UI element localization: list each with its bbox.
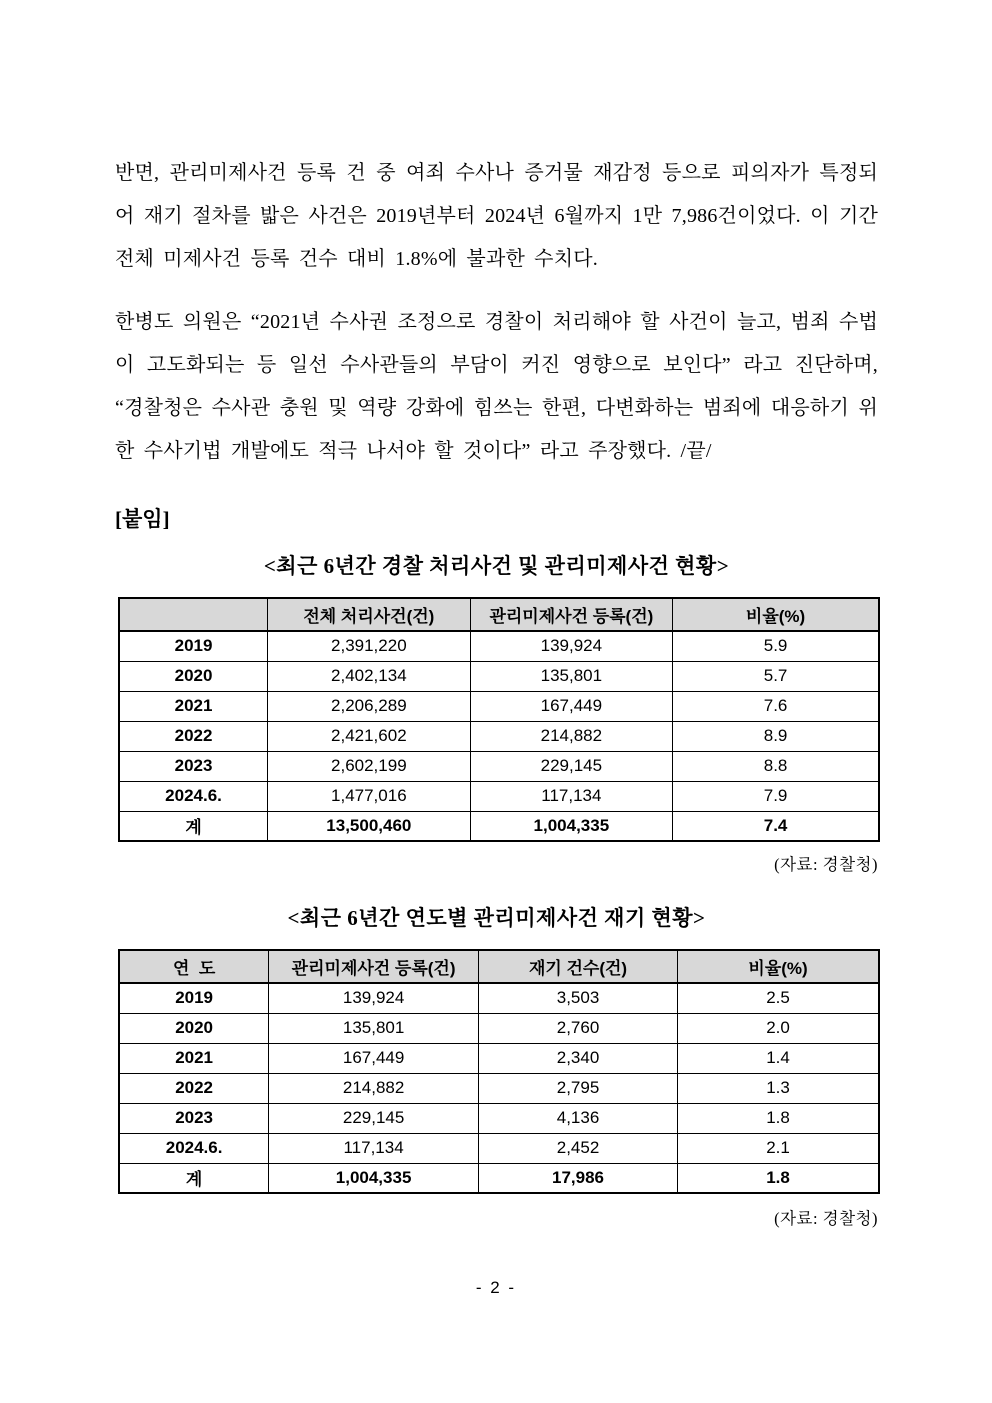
value-cell: 5.7 bbox=[673, 661, 879, 691]
attachment-label: [붙임] bbox=[115, 507, 170, 531]
table-row bbox=[119, 1133, 879, 1163]
paragraph-reopened-cases: 반면, 관리미제사건 등록 건 중 여죄 수사나 증거물 재감정 등으로 피의자가 특정되어 재기 절차를 밟은 사건은 2019년부터 2024년 6월까지 1만 7,986건이었다. 이 기간 전체 미제사건 등록 건수 대비 1.8%에 불과한 수치다. bbox=[115, 162, 878, 270]
year-cell: 2024.6. bbox=[119, 1133, 269, 1163]
value-cell: 3,503 bbox=[478, 983, 677, 1013]
value-cell: 2.0 bbox=[678, 1013, 879, 1043]
value-cell: 1.4 bbox=[678, 1043, 879, 1073]
value-cell: 139,924 bbox=[470, 631, 673, 661]
value-cell: 135,801 bbox=[470, 661, 673, 691]
total-label-cell: 계 bbox=[119, 811, 268, 841]
header-cell: 비율(%) bbox=[678, 950, 879, 983]
value-cell: 2.1 bbox=[678, 1133, 879, 1163]
value-cell: 167,449 bbox=[269, 1043, 479, 1073]
value-cell: 1.3 bbox=[678, 1073, 879, 1103]
value-cell: 229,145 bbox=[269, 1103, 479, 1133]
table-row bbox=[119, 983, 879, 1013]
total-value-cell: 7.4 bbox=[673, 811, 879, 841]
value-cell: 229,145 bbox=[470, 751, 673, 781]
value-cell: 2,760 bbox=[478, 1013, 677, 1043]
value-cell: 4,136 bbox=[478, 1103, 677, 1133]
value-cell: 117,134 bbox=[470, 781, 673, 811]
year-cell: 2023 bbox=[119, 751, 268, 781]
total-value-cell: 17,986 bbox=[478, 1163, 677, 1193]
table-row bbox=[119, 1103, 879, 1133]
header-cell: 관리미제사건 등록(건) bbox=[470, 598, 673, 631]
value-cell: 7.9 bbox=[673, 781, 879, 811]
year-cell: 2022 bbox=[119, 721, 268, 751]
value-cell: 214,882 bbox=[269, 1073, 479, 1103]
value-cell: 8.9 bbox=[673, 721, 879, 751]
year-cell: 2019 bbox=[119, 983, 269, 1013]
table-row bbox=[119, 631, 879, 661]
table-2-source: (자료: 경찰청) bbox=[774, 1209, 878, 1228]
table-row bbox=[119, 661, 879, 691]
value-cell: 2,391,220 bbox=[268, 631, 471, 661]
header-cell: 비율(%) bbox=[673, 598, 879, 631]
year-cell: 2021 bbox=[119, 691, 268, 721]
table-total-row bbox=[119, 1163, 879, 1193]
value-cell: 5.9 bbox=[673, 631, 879, 661]
table-processed-cases bbox=[118, 597, 880, 842]
year-cell: 2020 bbox=[119, 1013, 269, 1043]
table-reopened-cases bbox=[118, 949, 880, 1194]
value-cell: 2,421,602 bbox=[268, 721, 471, 751]
total-label-cell: 계 bbox=[119, 1163, 269, 1193]
year-cell: 2022 bbox=[119, 1073, 269, 1103]
value-cell: 2,452 bbox=[478, 1133, 677, 1163]
value-cell: 1.8 bbox=[678, 1103, 879, 1133]
year-cell: 2021 bbox=[119, 1043, 269, 1073]
total-value-cell: 13,500,460 bbox=[268, 811, 471, 841]
value-cell: 1,477,016 bbox=[268, 781, 471, 811]
header-cell bbox=[119, 598, 268, 631]
paragraph-lawmaker-quote: 한병도 의원은 “2021년 수사권 조정으로 경찰이 처리해야 할 사건이 늘고, 범죄 수법이 고도화되는 등 일선 수사관들의 부담이 커진 영향으로 보인다” 라고 진단하며, “경찰청은 수사관 충원 및 역량 강화에 힘쓰는 한편, 다변화하는 범죄에 대응하기 위한 수사기법 개발에도 적극 나서야 할 것이다” 라고 주장했다. /끝/ bbox=[115, 311, 878, 462]
year-cell: 2024.6. bbox=[119, 781, 268, 811]
value-cell: 7.6 bbox=[673, 691, 879, 721]
table-row bbox=[119, 1013, 879, 1043]
value-cell: 2,340 bbox=[478, 1043, 677, 1073]
value-cell: 214,882 bbox=[470, 721, 673, 751]
page-number: - 2 - bbox=[475, 1278, 517, 1297]
table-row bbox=[119, 1043, 879, 1073]
table-row bbox=[119, 691, 879, 721]
header-cell: 관리미제사건 등록(건) bbox=[269, 950, 479, 983]
value-cell: 135,801 bbox=[269, 1013, 479, 1043]
table-header-row bbox=[119, 598, 879, 631]
table-1-source: (자료: 경찰청) bbox=[774, 855, 878, 874]
table-row bbox=[119, 721, 879, 751]
table-row bbox=[119, 751, 879, 781]
total-value-cell: 1.8 bbox=[678, 1163, 879, 1193]
total-value-cell: 1,004,335 bbox=[470, 811, 673, 841]
year-cell: 2023 bbox=[119, 1103, 269, 1133]
table-1-title: <최근 6년간 경찰 처리사건 및 관리미제사건 현황> bbox=[263, 554, 730, 578]
value-cell: 167,449 bbox=[470, 691, 673, 721]
total-value-cell: 1,004,335 bbox=[269, 1163, 479, 1193]
value-cell: 2.5 bbox=[678, 983, 879, 1013]
table-2-title: <최근 6년간 연도별 관리미제사건 재기 현황> bbox=[287, 906, 706, 930]
table-total-row bbox=[119, 811, 879, 841]
header-cell: 재기 건수(건) bbox=[478, 950, 677, 983]
year-cell: 2020 bbox=[119, 661, 268, 691]
table-header-row bbox=[119, 950, 879, 983]
value-cell: 139,924 bbox=[269, 983, 479, 1013]
value-cell: 2,206,289 bbox=[268, 691, 471, 721]
value-cell: 2,602,199 bbox=[268, 751, 471, 781]
value-cell: 2,795 bbox=[478, 1073, 677, 1103]
header-cell: 전체 처리사건(건) bbox=[268, 598, 471, 631]
value-cell: 2,402,134 bbox=[268, 661, 471, 691]
table-row bbox=[119, 1073, 879, 1103]
value-cell: 8.8 bbox=[673, 751, 879, 781]
table-row bbox=[119, 781, 879, 811]
year-cell: 2019 bbox=[119, 631, 268, 661]
header-cell: 연 도 bbox=[119, 950, 269, 983]
value-cell: 117,134 bbox=[269, 1133, 479, 1163]
